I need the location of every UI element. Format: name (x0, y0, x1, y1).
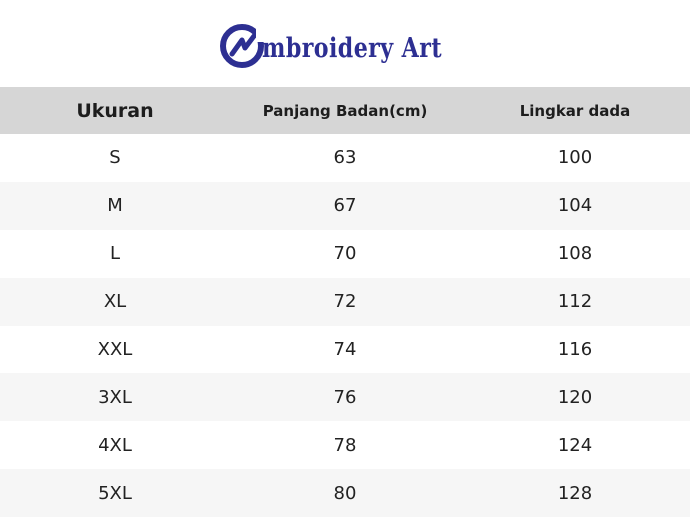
size-cell: M (107, 195, 123, 217)
brand-name: mbroidery Art (262, 32, 443, 64)
header-chest-circumference: Lingkar dada (519, 101, 631, 120)
header-size: Ukuran (76, 99, 154, 122)
table-row (0, 421, 690, 469)
chest-cell: 128 (557, 482, 593, 504)
chest-cell: 124 (557, 434, 593, 456)
table-header-row (0, 87, 690, 134)
body-length-cell: 67 (333, 195, 357, 217)
brand-logo-inner (218, 20, 481, 72)
chest-cell: 116 (557, 339, 593, 360)
table-row (0, 469, 690, 517)
chest-cell: 120 (557, 386, 593, 408)
table-row (0, 373, 690, 421)
body-length-cell: 80 (333, 482, 357, 504)
table-row (0, 230, 690, 278)
brand-logo (0, 18, 700, 74)
table-row (0, 134, 690, 182)
size-cell: 5XL (98, 482, 132, 504)
body-length-cell: 70 (333, 243, 357, 265)
chest-cell: 112 (557, 291, 593, 313)
size-chart-table (0, 87, 690, 517)
header-body-length: Panjang Badan(cm) (262, 101, 428, 120)
body-length-cell: 76 (333, 386, 357, 408)
chest-cell: 108 (557, 243, 593, 265)
body-length-cell: 63 (333, 147, 357, 169)
body-length-cell: 72 (333, 291, 357, 313)
size-cell: 3XL (98, 386, 132, 408)
size-cell: XXL (97, 339, 133, 360)
body-length-cell: 74 (333, 339, 357, 360)
table-row (0, 278, 690, 326)
size-cell: XL (103, 291, 127, 313)
size-cell: 4XL (98, 434, 132, 456)
chest-cell: 100 (557, 147, 593, 169)
size-cell: S (109, 147, 121, 169)
body-length-cell: 78 (333, 434, 357, 456)
table-row (0, 326, 690, 374)
size-cell: L (109, 243, 121, 265)
chest-cell: 104 (557, 195, 593, 217)
table-row (0, 182, 690, 230)
